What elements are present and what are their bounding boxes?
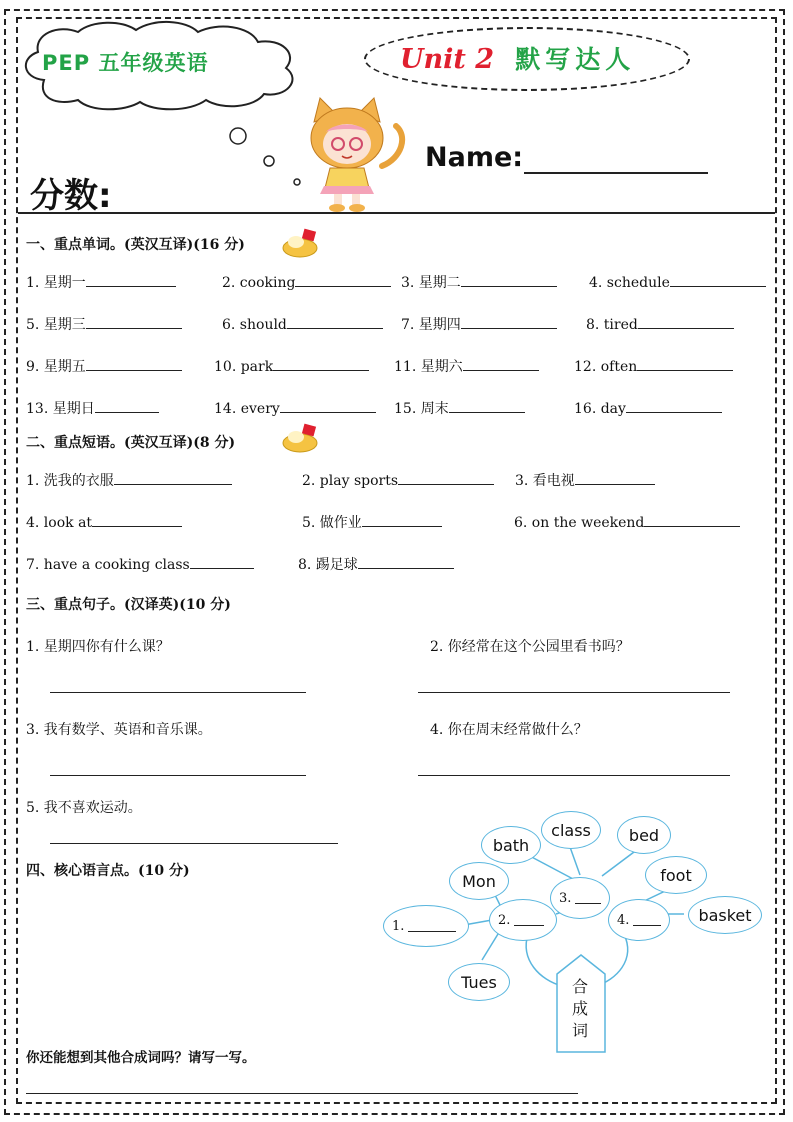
blank-bubble[interactable] xyxy=(608,899,670,941)
vocab-prompt: 16. day xyxy=(574,401,626,417)
vocab-item xyxy=(574,398,722,417)
cat-girl-illustration xyxy=(300,96,410,214)
score-label: 分数: xyxy=(30,176,112,216)
phrase-blank[interactable] xyxy=(190,554,254,569)
blank-number: 4. xyxy=(617,912,630,928)
blank-number: 1. xyxy=(392,918,405,934)
name-label: Name: xyxy=(425,142,524,173)
vocab-prompt: 8. tired xyxy=(586,317,638,333)
section2-heading: 二、重点短语。(英汉互译)(8 分) xyxy=(26,435,236,451)
phrase-item xyxy=(298,554,454,574)
blank-line[interactable] xyxy=(408,920,456,932)
vocab-blank[interactable] xyxy=(280,398,376,413)
vocab-prompt: 15. 周末 xyxy=(394,401,449,417)
vocab-item xyxy=(26,398,159,418)
blank-bubble[interactable] xyxy=(383,905,469,947)
extra-question: 你还能想到其他合成词吗？请写一写。 xyxy=(26,1050,256,1066)
cloud-title: PEP 五年级英语 xyxy=(42,51,209,75)
section3-heading: 三、重点句子。(汉译英)(10 分) xyxy=(26,597,231,613)
thought-dots xyxy=(225,125,305,190)
vocab-prompt: 14. every xyxy=(214,401,280,417)
sentence-prompt: 4. 你在周末经常做什么？ xyxy=(430,722,588,738)
phrase-blank[interactable] xyxy=(362,512,442,527)
phrase-blank[interactable] xyxy=(644,512,740,527)
section1-heading: 一、重点单词。(英汉互译)(16 分) xyxy=(26,237,245,253)
name-input-line[interactable] xyxy=(524,172,708,174)
word-bubble: bed xyxy=(617,816,671,854)
blank-bubble[interactable] xyxy=(489,899,557,941)
phrase-prompt: 8. 踢足球 xyxy=(298,557,358,573)
vocab-item xyxy=(26,272,176,292)
sentence-prompt: 1. 星期四你有什么课？ xyxy=(26,639,170,655)
blank-line[interactable] xyxy=(514,914,544,926)
vocab-blank[interactable] xyxy=(638,314,734,329)
answer-line[interactable] xyxy=(418,775,730,776)
vocab-blank[interactable] xyxy=(287,314,383,329)
vocab-blank[interactable] xyxy=(449,398,525,413)
vocab-item xyxy=(394,398,525,418)
phrase-prompt: 4. look at xyxy=(26,515,93,531)
vocab-blank[interactable] xyxy=(295,272,391,287)
vocab-blank[interactable] xyxy=(95,398,159,413)
vocab-prompt: 2. cooking xyxy=(222,275,296,291)
phrase-prompt: 6. on the weekend xyxy=(514,515,645,531)
word-bubble: Tues xyxy=(448,963,510,1001)
vocab-item xyxy=(589,272,766,291)
answer-line[interactable] xyxy=(50,692,306,693)
vocab-prompt: 12. often xyxy=(574,359,638,375)
phrase-prompt: 3. 看电视 xyxy=(515,473,575,489)
vocab-blank[interactable] xyxy=(670,272,766,287)
vocab-blank[interactable] xyxy=(461,314,557,329)
unit-subtitle: 默写达人 xyxy=(515,45,636,74)
vocab-item xyxy=(574,356,733,375)
phrase-blank[interactable] xyxy=(114,470,232,485)
vocab-prompt: 5. 星期三 xyxy=(26,317,86,333)
word-bubble: foot xyxy=(645,856,707,894)
vocab-blank[interactable] xyxy=(626,398,722,413)
phrase-item xyxy=(26,470,232,490)
vocab-prompt: 1. 星期一 xyxy=(26,275,86,291)
unit-title-group xyxy=(400,40,635,76)
phrase-item xyxy=(514,512,740,531)
vocab-blank[interactable] xyxy=(86,314,182,329)
vocab-item xyxy=(26,356,182,376)
word-bubble: Mon xyxy=(449,862,509,900)
vocab-item xyxy=(401,272,557,292)
section4-heading: 四、核心语言点。(10 分) xyxy=(26,863,190,879)
vocab-item xyxy=(586,314,734,333)
vocab-prompt: 10. park xyxy=(214,359,274,375)
blank-line[interactable] xyxy=(575,892,601,904)
gold-ingot-icon xyxy=(280,226,324,260)
vocab-prompt: 3. 星期二 xyxy=(401,275,461,291)
vocab-item xyxy=(214,398,376,417)
sentence-prompt: 2. 你经常在这个公园里看书吗？ xyxy=(430,639,630,655)
sentence-prompt: 5. 我不喜欢运动。 xyxy=(26,800,142,816)
vocab-item xyxy=(394,356,539,376)
phrase-prompt: 2. play sports xyxy=(302,473,399,489)
vocab-prompt: 11. 星期六 xyxy=(394,359,463,375)
blank-line[interactable] xyxy=(633,914,661,926)
phrase-blank[interactable] xyxy=(92,512,182,527)
blank-number: 2. xyxy=(498,912,511,928)
phrase-prompt: 1. 洗我的衣服 xyxy=(26,473,114,489)
phrase-item xyxy=(302,470,494,489)
vocab-prompt: 9. 星期五 xyxy=(26,359,86,375)
vocab-item xyxy=(26,314,182,334)
vocab-item xyxy=(214,356,369,375)
header-divider xyxy=(18,212,775,214)
vocab-prompt: 7. 星期四 xyxy=(401,317,461,333)
answer-line[interactable] xyxy=(26,1093,578,1094)
phrase-blank[interactable] xyxy=(398,470,494,485)
vocab-prompt: 6. should xyxy=(222,317,287,333)
vocab-blank[interactable] xyxy=(86,356,182,371)
vocab-item xyxy=(401,314,557,334)
phrase-blank[interactable] xyxy=(358,554,454,569)
answer-line[interactable] xyxy=(50,843,338,844)
sentence-prompt: 3. 我有数学、英语和音乐课。 xyxy=(26,722,212,738)
phrase-item xyxy=(302,512,442,532)
vocab-prompt: 4. schedule xyxy=(589,275,670,291)
word-bubble: bath xyxy=(481,826,541,864)
word-bubble: basket xyxy=(688,896,762,934)
phrase-item xyxy=(515,470,655,490)
answer-line[interactable] xyxy=(50,775,306,776)
vocab-blank[interactable] xyxy=(463,356,539,371)
blank-number: 3. xyxy=(559,890,572,906)
compound-word-label: 合成词 xyxy=(571,977,588,1040)
answer-line[interactable] xyxy=(418,692,730,693)
vocab-blank[interactable] xyxy=(86,272,176,287)
phrase-item xyxy=(26,512,182,531)
vocab-item xyxy=(222,272,391,291)
vocab-blank[interactable] xyxy=(273,356,369,371)
phrase-blank[interactable] xyxy=(575,470,655,485)
unit-title: Unit 2 xyxy=(400,44,495,75)
vocab-blank[interactable] xyxy=(461,272,557,287)
vocab-item xyxy=(222,314,383,333)
word-bubble: class xyxy=(541,811,601,849)
vocab-blank[interactable] xyxy=(637,356,733,371)
phrase-prompt: 5. 做作业 xyxy=(302,515,362,531)
gold-ingot-icon xyxy=(280,421,324,455)
phrase-item xyxy=(26,554,254,573)
blank-bubble[interactable] xyxy=(550,877,610,919)
phrase-prompt: 7. have a cooking class xyxy=(26,557,190,573)
vocab-prompt: 13. 星期日 xyxy=(26,401,95,417)
